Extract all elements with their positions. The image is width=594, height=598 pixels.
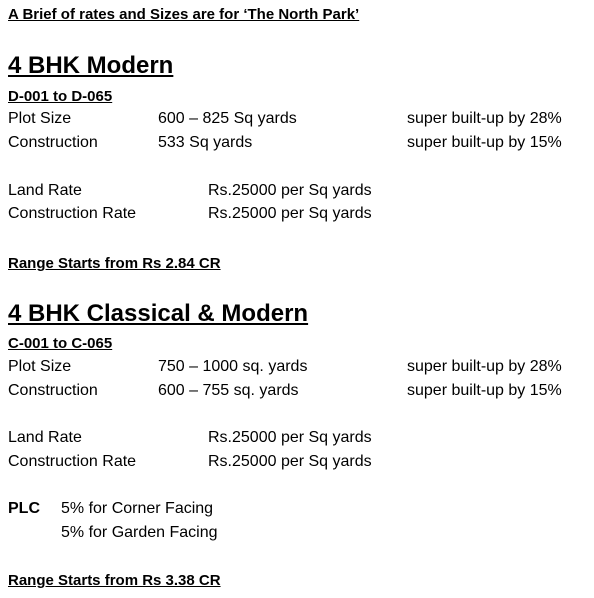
spec-value: 600 – 755 sq. yards <box>158 382 299 399</box>
rate-value: Rs.25000 per Sq yards <box>208 205 372 222</box>
rate-label: Land Rate <box>8 429 82 446</box>
plc-item-corner: 5% for Corner Facing <box>61 500 214 517</box>
spec-value: 750 – 1000 sq. yards <box>158 358 308 375</box>
spec-label: Construction <box>8 134 98 151</box>
unit-range-c: C-001 to C-065 <box>8 335 113 352</box>
spec-value: 600 – 825 Sq yards <box>158 110 297 127</box>
rate-label: Construction Rate <box>8 453 137 470</box>
rate-value: Rs.25000 per Sq yards <box>208 453 372 470</box>
unit-range-d: D-001 to D-065 <box>8 88 113 105</box>
spec-note: super built-up by 15% <box>407 382 562 399</box>
document-title: A Brief of rates and Sizes are for ‘The North Park’ <box>8 6 360 23</box>
spec-label: Construction <box>8 382 98 399</box>
spec-label: Plot Size <box>8 110 72 127</box>
rate-label: Land Rate <box>8 182 82 199</box>
plc-item-garden: 5% for Garden Facing <box>61 524 218 541</box>
spec-note: super built-up by 28% <box>407 110 562 127</box>
range-start-modern: Range Starts from Rs 2.84 CR <box>8 255 221 272</box>
section-heading-4bhk-modern: 4 BHK Modern <box>8 52 174 79</box>
section-heading-4bhk-classical-modern: 4 BHK Classical & Modern <box>8 300 309 327</box>
spec-label: Plot Size <box>8 358 72 375</box>
rate-label: Construction Rate <box>8 205 137 222</box>
rate-value: Rs.25000 per Sq yards <box>208 182 372 199</box>
rate-value: Rs.25000 per Sq yards <box>208 429 372 446</box>
spec-note: super built-up by 15% <box>407 134 562 151</box>
plc-label: PLC <box>8 500 40 517</box>
range-start-classical-modern: Range Starts from Rs 3.38 CR <box>8 572 221 589</box>
spec-note: super built-up by 28% <box>407 358 562 375</box>
spec-value: 533 Sq yards <box>158 134 253 151</box>
